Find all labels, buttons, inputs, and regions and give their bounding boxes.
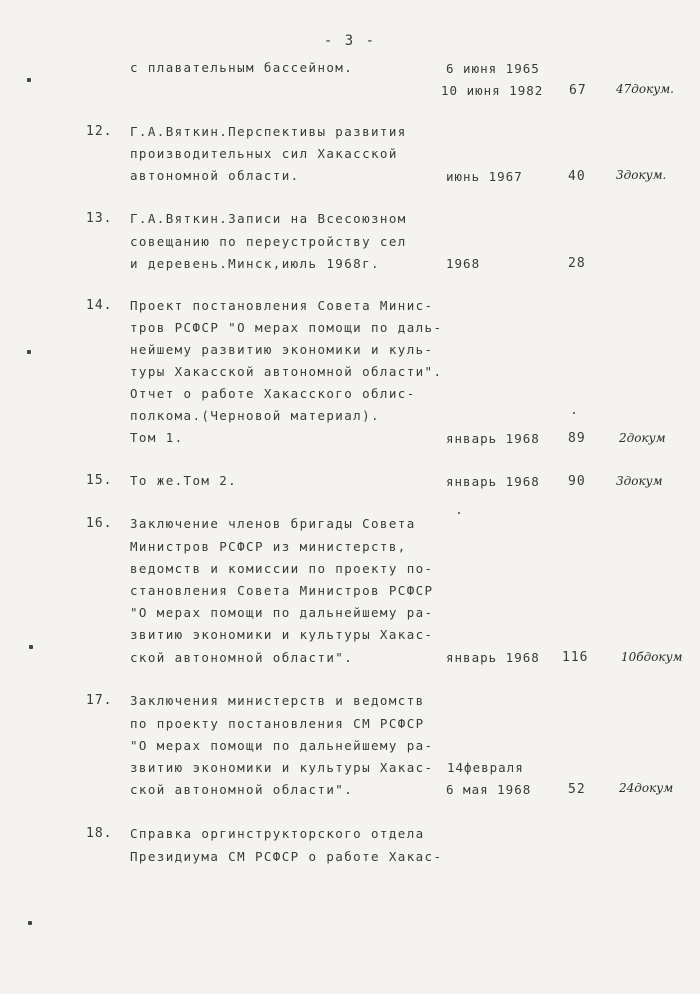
entry-date: 1968 [446, 256, 481, 271]
entry-line: "О мерах помощи по дальнейшему ра- [130, 738, 434, 753]
entry-line: Том 1. [130, 430, 184, 445]
entry-line: Г.А.Вяткин.Записи на Всесоюзном [130, 211, 407, 226]
entry-sheets: 28 [568, 256, 586, 271]
entry-date: январь 1968 [446, 474, 540, 489]
entry-sheets: 90 [568, 474, 586, 489]
entry-sheets: 67 [569, 83, 587, 98]
entry-line: автономной области. [130, 168, 300, 183]
entry-date: 10 июня 1982 [441, 83, 544, 98]
item-number: 13. [86, 211, 113, 226]
entry-line: Справка оргинструкторского отдела [130, 826, 425, 841]
entry-line: тров РСФСР "О мерах помощи по даль- [130, 320, 443, 335]
entry-line: совещанию по переустройству сел [130, 234, 407, 249]
entry-line: Отчет о работе Хакасского облис- [130, 386, 416, 401]
binding-mark [27, 350, 31, 354]
item-number: 16. [86, 516, 113, 531]
entry-date: 14февраля [447, 760, 524, 775]
item-number: 15. [86, 473, 113, 488]
entry-line: становления Совета Министров РСФСР [130, 583, 434, 598]
entry-line: и деревень.Минск,июль 1968г. [130, 256, 380, 271]
page-number: - 3 - [323, 33, 377, 49]
entry-line: Заключение членов бригады Совета [130, 516, 416, 531]
item-number: 12. [86, 124, 113, 139]
handwritten-note: 3докум [616, 474, 663, 488]
handwritten-note: 3докум. [616, 168, 667, 182]
scan-speck [573, 412, 575, 414]
entry-sheets: 89 [568, 431, 586, 446]
entry-line: "О мерах помощи по дальнейшему ра- [130, 605, 434, 620]
handwritten-note: 10бдокум [621, 650, 683, 664]
entry-line: Г.А.Вяткин.Перспективы развития [130, 124, 407, 139]
entry-sheets: 40 [568, 169, 586, 184]
entry-line: ской автономной области". [130, 650, 354, 665]
entry-line: Министров РСФСР из министерств, [130, 539, 407, 554]
entry-line: Проект постановления Совета Минис- [130, 298, 434, 313]
binding-mark [28, 921, 32, 925]
handwritten-note: 24докум [619, 781, 674, 795]
entry-line: производительных сил Хакасской [130, 146, 398, 161]
entry-line: нейшему развитию экономики и куль- [130, 342, 434, 357]
entry-line: звитию экономики и культуры Хакас- [130, 760, 434, 775]
item-number: 17. [86, 693, 113, 708]
entry-line: ской автономной области". [130, 782, 354, 797]
entry-date: июнь 1967 [446, 169, 523, 184]
entry-line: То же.Том 2. [130, 473, 238, 488]
entry-line: Президиума СМ РСФСР о работе Хакас- [130, 849, 443, 864]
entry-line: звитию экономики и культуры Хакас- [130, 627, 434, 642]
scan-speck [458, 512, 460, 514]
binding-mark [29, 645, 33, 649]
entry-date: 6 июня 1965 [446, 61, 540, 76]
entry-date: 6 мая 1968 [446, 782, 532, 797]
entry-line: по проекту постановления СМ РСФСР [130, 716, 425, 731]
entry-date: январь 1968 [446, 431, 540, 446]
entry-line: ведомств и комиссии по проекту по- [130, 561, 434, 576]
item-number: 18. [86, 826, 113, 841]
handwritten-note: 47докум. [616, 82, 674, 96]
item-number: 14. [86, 298, 113, 313]
entry-date: январь 1968 [446, 650, 540, 665]
binding-mark [27, 78, 31, 82]
entry-line: с плавательным бассейном. [130, 60, 354, 75]
entry-sheets: 52 [568, 782, 586, 797]
entry-line: полкома.(Черновой материал). [130, 408, 380, 423]
entry-line: туры Хакасской автономной области". [130, 364, 443, 379]
entry-sheets: 116 [562, 650, 589, 665]
entry-line: Заключения министерств и ведомств [130, 693, 425, 708]
handwritten-note: 2докум [619, 431, 666, 445]
